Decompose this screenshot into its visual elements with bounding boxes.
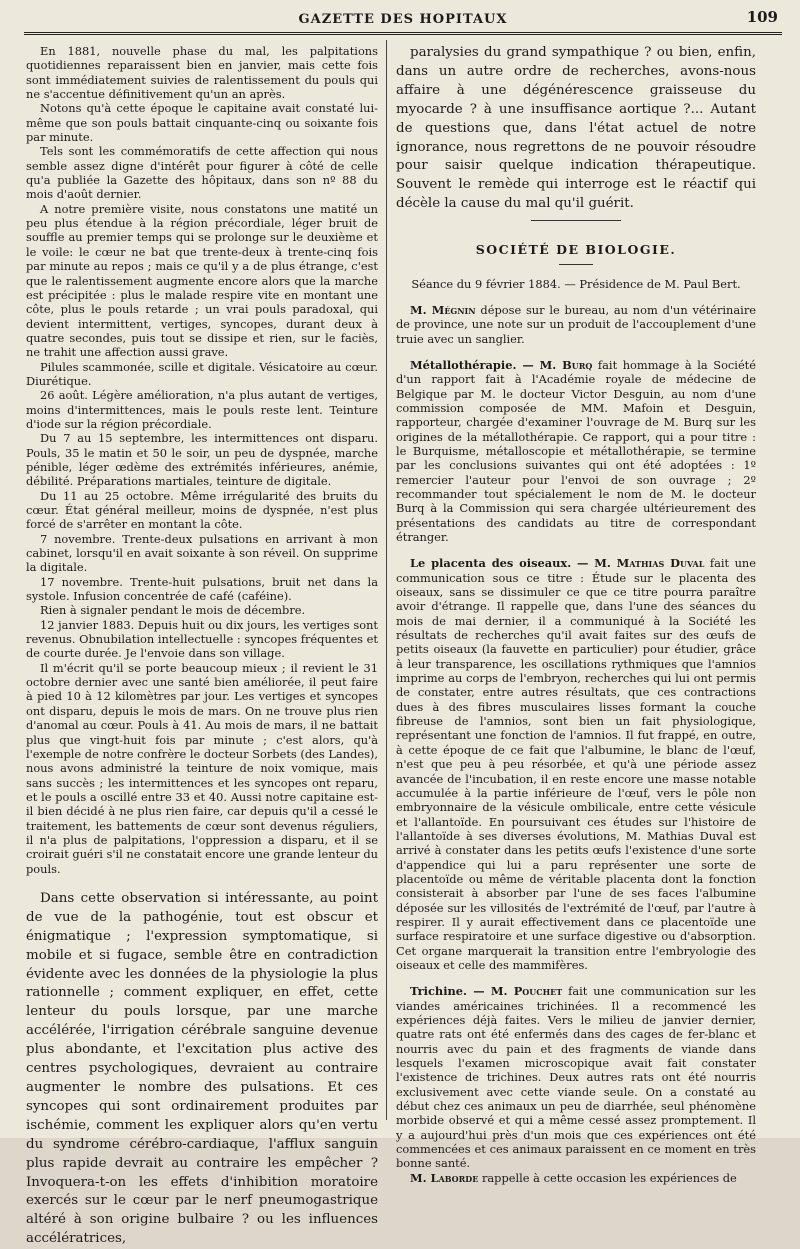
right-column bbox=[396, 44, 757, 1185]
report-paragraph bbox=[396, 1171, 756, 1185]
report-lead: Trichine. — bbox=[410, 984, 491, 999]
report-speaker: M. Laborde bbox=[410, 1170, 479, 1185]
commentary-paragraph: Dans cette observation si intéressante, au point de vue de la pathogénie, tout est obscur et énigmatique ; l'expression symptomatique, si mobile et si fugace, semble être en contradiction évidente avec les données de la physiologie la plus rationnelle ; comment expliquer, en effet, cette lenteur du pouls lorsque, par une marche accélérée, l'irrigation cérébrale sanguine devenue plus abondante, et l'excitation plus active des centres psychologiques, devraient au contraire augmenter le nombre des pulsations. Et ces syncopes qui sont ordinairement produites par ischémie, comment les expliquer alors qu'en vertu du syndrome cérébro-cardiaque, l'afflux sanguin plus rapide devrait au contraire les empêcher ? Invoquera-t-on les effets d'inhibition moratoire exercés sur le cœur par le nerf pneumogastrique altéré à son origine bulbaire ? ou les influences accélératrices, bbox=[26, 890, 378, 1247]
journal-title: GAZETTE DES HOPITAUX bbox=[298, 12, 508, 27]
left-paragraph: Du 11 au 25 octobre. Même irrégularité des bruits du cœur. État général meilleur, moins de dyspnée, n'est plus forcé de s'arrêter en montant la côte. bbox=[26, 488, 378, 532]
left-paragraph: 17 novembre. Trente-huit pulsations, bruit net dans la systole. Infusion concentrée de café (caféine). bbox=[26, 574, 378, 604]
seance-line: Séance du 9 février 1884. — Présidence de M. Paul Bert. bbox=[411, 276, 741, 291]
page-header bbox=[24, 6, 782, 35]
left-paragraph: Pilules scammonée, scille et digitale. Vésicatoire au cœur. Diurétique. bbox=[26, 359, 378, 388]
left-paragraph: 26 août. Légère amélioration, n'a plus autant de vertiges, moins d'intermittences, mais le pouls reste lent. Teinture d'iode sur la région précordiale. bbox=[26, 388, 378, 431]
report-text: fait hommage à la Société d'un rapport fait à l'Académie royale de médecine de Belgique par M. le docteur Victor Desguin, au nom d'une commission composée de MM. Mafoin et Desguin, rapporteur, chargée d'examiner l'ouvrage de M. Burq sur les origines de la métallothérapie. Ce rapport, qui a pour titre : le Burquisme, métalloscopie et métallothérapie, se termine par les conclusions suivantes qui ont été adoptées : 1º remercier l'auteur pour l'envoi de son ouvrage ; 2º recommander tout spécialement le nom de M. le docteur Burq à la Commission qui sera chargée ultérieurement des présentations des candidats au titre de correspondant étranger. bbox=[396, 357, 757, 544]
report-text: rappelle à cette occasion les expériences de bbox=[478, 1170, 737, 1185]
left-paragraph: Du 7 au 15 septembre, les intermittences ont disparu. Pouls, 35 le matin et 50 le soir, un peu de dyspnée, marche pénible, léger œdème des extrémités inférieures, anémie, débilité. Préparations martiales, teinture de digitale. bbox=[26, 431, 378, 489]
left-paragraph: Notons qu'à cette époque le capitaine avait constaté lui-même que son pouls battait cinquante-cinq ou soixante fois par minute. bbox=[26, 101, 378, 145]
left-paragraph: Rien à signaler pendant le mois de décembre. bbox=[40, 603, 306, 618]
section-title-rule bbox=[559, 264, 593, 265]
report-lead: Métallothérapie. — bbox=[410, 357, 540, 372]
report-text: fait une communication sous ce titre : Étude sur le placenta des oiseaux, sans se dissimuler ce que ce titre pourra paraître avoir d'étrange. Il rappelle que, dans l'une des séances du mois de mai dernier, il a communiqué à la Société les résultats de recherches qu'il avait faites sur des œufs de petits oiseaux (la fauvette en particulier) pour étudier, grâce à leur transparence, les oscillations rythmiques que l'amnios imprime au corps de l'embryon, recherches qui lui ont permis de constater, entre autres résultats, que ces contractions dues à des fibres musculaires lisses formant la couche fibreuse de l'amnios, sont bien un fait physiologique, représentant une fonction de l'amnios. Il fut frappé, en outre, à cette époque de ce fait que l'albumine, le blanc de l'œuf, n'est que peu à peu résorbée, et qu'à une période assez avancée de l'incubation, il en reste encore une masse notable accumulée à la partie inférieure de l'œuf, vers le pôle non embryonnaire de la vésicule ombilicale, entre cette vésicule et l'allantoïde. En poursuivant ces études sur l'histoire de l'allantoïde à ses diverses évolutions, M. Mathias Duval est arrivé à constater dans les petits œufs l'existence d'une sorte d'appendice qui lui a paru représenter une sorte de placentoïde ou même de véritable placenta dont la fonction consisterait à absorber par l'une de ses faces l'albumine déposée sur les villosités de l'extrémité de l'œuf, par l'autre à respirer. Il y aurait effectivement dans ce placentoïde une surface respiratoire et une surface digestive ou d'absorption. Cet organe marquerait la transition entre l'embryologie des oiseaux et celle des mammifères. bbox=[396, 556, 756, 972]
section-rule bbox=[531, 220, 621, 221]
report-paragraph bbox=[396, 358, 756, 544]
report-speaker: M. Mégnin bbox=[410, 302, 476, 317]
page-number: 109 bbox=[746, 8, 778, 26]
left-column bbox=[26, 44, 378, 1247]
left-paragraph: 7 novembre. Trente-deux pulsations en arrivant à mon cabinet, lorsqu'il en avait soixante à son réveil. On supprime la digitale. bbox=[26, 531, 378, 575]
column-divider bbox=[386, 40, 387, 1120]
report-speaker: M. Pouchet bbox=[490, 984, 563, 999]
report-speaker: M. Mathias Duval bbox=[594, 556, 705, 571]
left-paragraph: Il m'écrit qu'il se porte beaucoup mieux ; il revient le 31 octobre dernier avec une santé bien améliorée, il peut faire à pied 10 à 12 kilomètres par jour. Les vertiges et syncopes ont disparu, depuis le mois de mars. On ne trouve plus rien d'anomal au cœur. Pouls à 41. Au mois de mars, il ne battait plus que vingt-huit fois par minute ; c'est alors, qu'à l'exemple de notre confrère le docteur Sorbets (des Landes), nous avons administré la teinture de noix vomique, mais sans succès ; les intermittences et les syncopes ont reparu, et le pouls a oscillé entre 33 et 40. Aussi notre capitaine est-il bien décidé à ne plus rien faire, car depuis qu'il a cessé le traitement, les battements de cœur sont devenus réguliers, il n'a plus de palpitations, l'oppression a disparu, et il se croirait guéri s'il ne constatait encore une grande lenteur du pouls. bbox=[26, 660, 378, 876]
report-speaker: M. Burq bbox=[539, 357, 593, 372]
report-lead: Le placenta des oiseaux. — bbox=[410, 556, 595, 571]
report-paragraph bbox=[396, 556, 756, 972]
report-paragraph bbox=[396, 984, 756, 1170]
commentary-continuation: paralysies du grand sympathique ? ou bien, enfin, dans un autre ordre de recherches, avons-nous affaire à une dégénérescence graisseuse du myocarde ? à une insuffisance aortique ?... Autant de questions que, dans l'état actuel de notre ignorance, nous regrettons de ne pouvoir résoudre pour saisir quelque indication thérapeutique. Souvent le remède qui interroge est le réactif qui décèle la cause du mal qu'il guérit. bbox=[396, 45, 756, 212]
section-title: SOCIÉTÉ DE BIOLOGIE. bbox=[475, 242, 677, 258]
left-paragraph: A notre première visite, nous constatons une matité un peu plus étendue à la région précordiale, léger bruit de souffle au premier temps qui se prolonge sur le deuxième et le voile: le cœur ne bat que trente-deux à trente-cinq fois par minute au repos ; mais ce qu'il y a de plus étrange, c'est que le ralentissement augmente encore alors que la marche est précipitée : plus le malade respire vite en montant une côte, plus le pouls retarde ; un vrai pouls paradoxal, qui devient intermittent, vertiges, syncopes, durant deux à quatre secondes, puis tout se dissipe et rien, sur le faciès, ne trahit une affection aussi grave. bbox=[26, 201, 378, 360]
report-text: dépose sur le bureau, au nom d'un vétérinaire de province, une note sur un produit de l'accouplement d'une truie avec un sanglier. bbox=[396, 302, 757, 346]
left-paragraph: Tels sont les commémoratifs de cette affection qui nous semble assez digne d'intérêt pour figurer à côté de celle qu'a publiée la Gazette des hôpitaux, dans son nº 88 du mois d'août dernier. bbox=[26, 144, 378, 202]
left-paragraph: 12 janvier 1883. Depuis huit ou dix jours, les vertiges sont revenus. Obnubilation intellectuelle : syncopes fréquentes et de courte durée. Je l'envoie dans son village. bbox=[26, 617, 378, 661]
report-text: fait une communication sur les viandes américaines trichinées. Il a recommencé les expériences déjà faites. Vers le milieu de janvier dernier, quatre rats ont été enfermés dans des cages de fer-blanc et nourris avec du pain et des fragments de viande dans lesquels l'examen microscopique avait fait constater l'existence de trichines. Deux autres rats ont été nourris exclusivement avec cette viande seule. On a constaté au début chez ces animaux un peu de diarrhée, seul phénomène morbide observé et qui a même cessé assez promptement. Il y a aujourd'hui près d'un mois que ces expériences ont été commencées et ces animaux paraissent en ce moment en très bonne santé. bbox=[396, 984, 756, 1171]
left-paragraph: En 1881, nouvelle phase du mal, les palpitations quotidiennes reparaissent bien en janvier, mais cette fois sont immédiatement suivies de ralentissement du pouls qui ne s'accentue définitivement qu'un an après. bbox=[26, 44, 378, 102]
report-paragraph bbox=[396, 303, 756, 346]
